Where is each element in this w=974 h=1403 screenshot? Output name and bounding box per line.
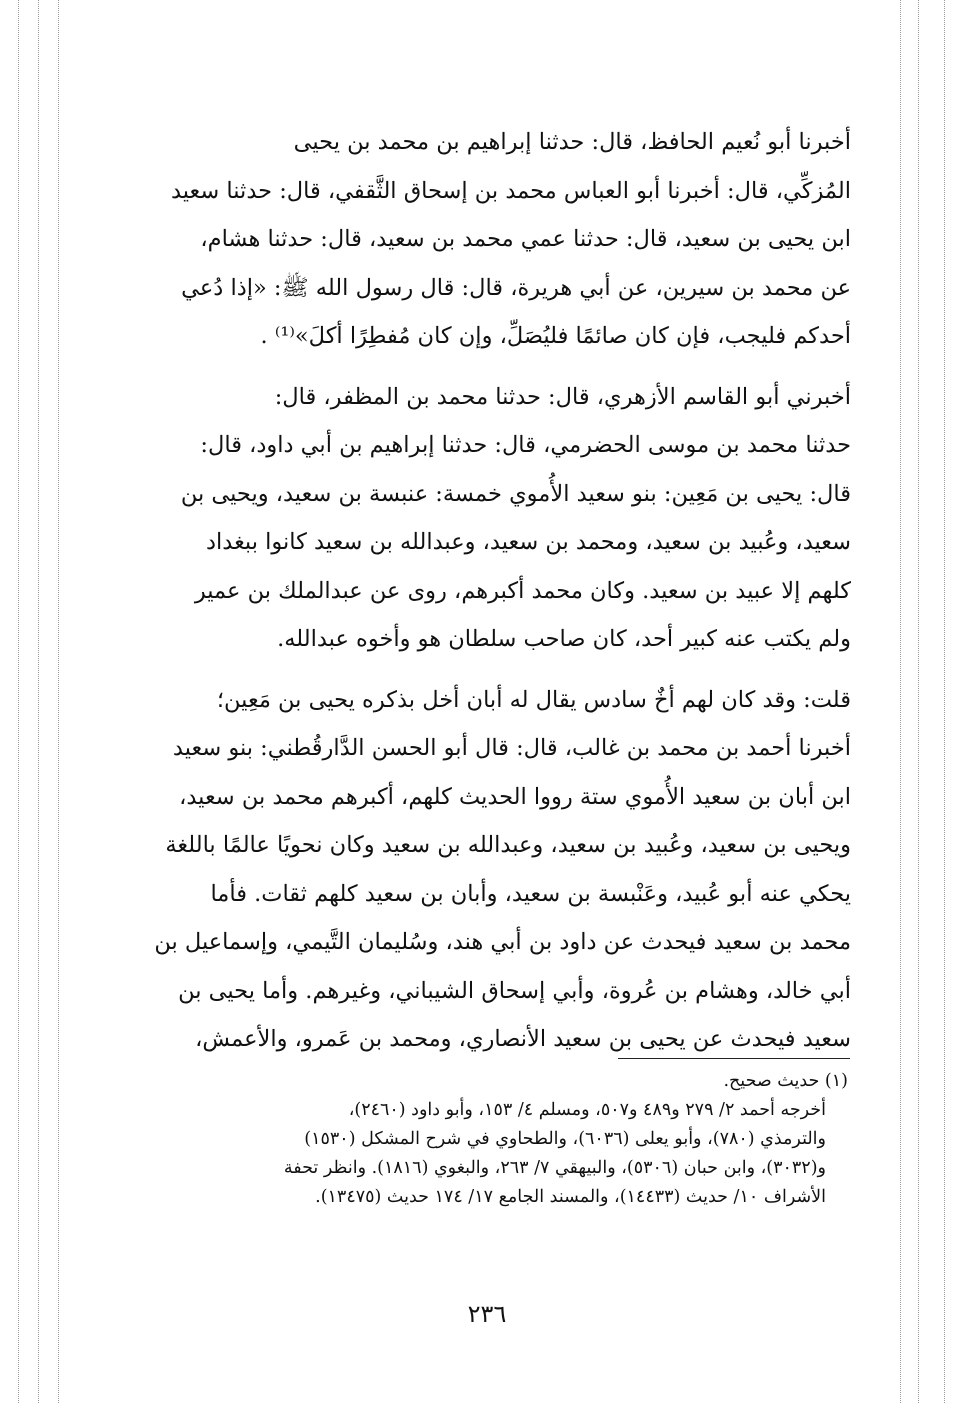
text-line: يحكي عنه أبو عُبيد، وعَنْبسة بن سعيد، وأبان بن سعيد كلهم ثقات. فأما — [210, 880, 851, 907]
paragraph-3 — [135, 676, 851, 1064]
margin-guide-line — [944, 0, 945, 1403]
margin-guide-line — [918, 0, 919, 1403]
footnote-label: (١) حديث صحيح. — [723, 1071, 848, 1091]
text-line: أحدكم فليجب، فإن كان صائمًا فليُصَلِّ، وإن كان مُفطِرًا أكلَ»⁽¹⁾ . — [260, 323, 851, 349]
text-line: ويحيى بن سعيد، وعُبيد بن سعيد، وعبدالله بن سعيد وكان نحويًا عالمًا باللغة — [165, 832, 851, 858]
text-line: قلت: وقد كان لهم أخٌ سادس يقال له أبان أخل بذكره يحيى بن مَعِين؛ — [216, 686, 851, 713]
footnote-body — [140, 1096, 848, 1212]
footnote-line: الأشراف ١٠/ حديث (١٤٤٣٣)، والمسند الجامع ١٧/ ١٧٤ حديث (١٣٤٧٥). — [315, 1187, 826, 1207]
text-line: ابن يحيى بن سعيد، قال: حدثنا عمي محمد بن سعيد، قال: حدثنا هشام، — [200, 226, 851, 252]
text-line: سعيد فيحدث عن يحيى بن سعيد الأنصاري، ومحمد بن عَمرو، والأعمش، — [195, 1026, 851, 1052]
margin-guide-line — [58, 0, 59, 1403]
paragraph-1 — [135, 118, 851, 361]
margin-guide-line — [900, 0, 901, 1403]
margin-guide-line — [18, 0, 19, 1403]
margin-guide-line — [38, 0, 39, 1403]
text-line: ولم يكتب عنه كبير أحد، كان صاحب سلطان هو وأخوه عبدالله. — [277, 626, 851, 652]
footnote-separator — [618, 1058, 850, 1059]
page-body — [135, 118, 851, 1064]
text-line: أخبرنا أحمد بن محمد بن غالب، قال: قال أبو الحسن الدَّارقُطني: بنو سعيد — [172, 735, 851, 761]
paragraph-2 — [135, 373, 851, 664]
footnote-line: و(٣٠٣٢)، وابن حبان (٥٣٠٦)، والبيهقي ٧/ ٢٦٣، والبغوي (١٨١٦). وانظر تحفة — [283, 1158, 826, 1178]
footnote-line: والترمذي (٧٨٠)، وأبو يعلى (٦٠٣٦)، والطحاوي في شرح المشكل (١٥٣٠) — [304, 1129, 826, 1149]
text-line: قال: يحيى بن مَعِين: بنو سعيد الأُموي خمسة: عنبسة بن سعيد، ويحيى بن — [180, 480, 851, 507]
text-line: سعيد، وعُبيد بن سعيد، ومحمد بن سعيد، وعبدالله بن سعيد كانوا ببغداد — [206, 529, 851, 555]
text-line: أبي خالد، وهشام بن عُروة، وأبي إسحاق الشيباني، وغيرهم. وأما يحيى بن — [178, 977, 851, 1004]
page-number: ٢٣٦ — [467, 1300, 507, 1328]
text-line: أخبرنا أبو نُعيم الحافظ، قال: حدثنا إبراهيم بن محمد بن يحيى — [293, 129, 851, 155]
text-line: ابن أبان بن سعيد الأُموي ستة رووا الحديث كلهم، أكبرهم محمد بن سعيد، — [179, 783, 851, 810]
footnote-line: أخرجه أحمد ٢/ ٢٧٩ و٤٨٩ و٥٠٧، ومسلم ٤/ ١٥٣، وأبو داود (٢٤٦٠)، — [348, 1100, 826, 1120]
text-line: عن محمد بن سيرين، عن أبي هريرة، قال: قال رسول الله ﷺ: «إذا دُعي — [181, 274, 851, 301]
text-line: حدثنا محمد بن موسى الحضرمي، قال: حدثنا إبراهيم بن أبي داود، قال: — [200, 432, 851, 458]
text-line: أخبرني أبو القاسم الأزهري، قال: حدثنا محمد بن المظفر، قال: — [274, 383, 851, 410]
text-line: المُزكِّي، قال: أخبرنا أبو العباس محمد بن إسحاق الثَّقفي، قال: حدثنا سعيد — [170, 177, 851, 204]
text-line: كلهم إلا عبيد بن سعيد. وكان محمد أكبرهم، روى عن عبدالملك بن عمير — [194, 577, 851, 604]
text-line: محمد بن سعيد فيحدث عن داود بن أبي هند، وسُليمان التَّيمي، وإسماعيل بن — [154, 929, 851, 955]
footnotes — [140, 1067, 848, 1212]
